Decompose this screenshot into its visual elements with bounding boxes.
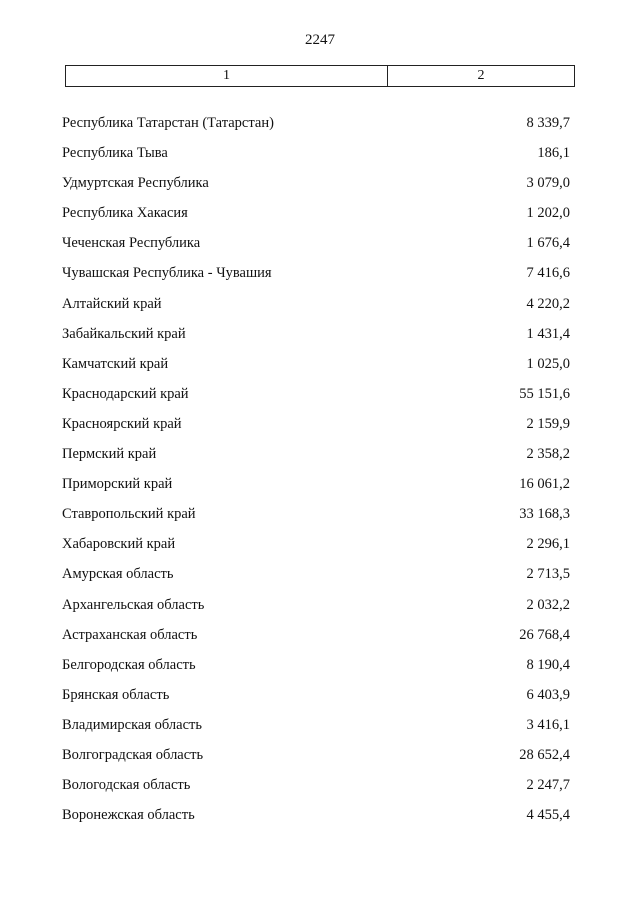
region-name: Ставропольский край [62,506,196,523]
column-header-2: 2 [477,68,485,83]
table-row [0,288,640,318]
region-name: Чеченская Республика [62,235,201,252]
table-row [0,318,640,348]
region-value: 2 296,1 [526,536,570,553]
table-row [0,739,640,769]
region-name: Амурская область [62,566,174,583]
table-row [0,589,640,619]
table-row [0,619,640,649]
table-row [0,498,640,528]
table-row [0,468,640,498]
table-row [0,137,640,167]
region-name: Красноярский край [62,415,182,432]
table-body [0,107,640,829]
region-name: Краснодарский край [62,385,189,402]
region-name: Архангельская область [62,596,205,613]
region-name: Республика Татарстан (Татарстан) [62,115,274,131]
region-name: Республика Хакасия [62,205,188,222]
region-value: 4 455,4 [526,807,570,824]
table-row [0,649,640,679]
region-name: Волгоградская область [62,746,204,763]
table-row [0,197,640,227]
region-name: Алтайский край [62,295,162,312]
region-value: 16 061,2 [519,476,570,493]
table-row [0,348,640,378]
region-value: 6 403,9 [526,686,570,703]
table-row [0,408,640,438]
region-value: 3 079,0 [526,175,570,192]
region-name: Воронежская область [62,807,195,824]
region-value: 1 676,4 [526,235,570,252]
region-value: 28 652,4 [519,746,570,763]
page-number: 2247 [305,32,335,48]
table-row [0,558,640,588]
region-value: 8 190,4 [526,656,570,673]
region-name: Белгородская область [62,656,196,673]
region-value: 3 416,1 [526,716,570,733]
region-name: Республика Тыва [62,145,168,162]
region-name: Брянская область [62,686,170,703]
region-name: Приморский край [62,476,173,493]
table-row [0,528,640,558]
region-name: Вологодская область [62,777,191,794]
region-name: Астраханская область [62,626,198,643]
region-name: Чувашская Республика - Чувашия [62,265,272,282]
region-value: 2 358,2 [526,446,570,463]
region-name: Хабаровский край [62,536,176,553]
region-value: 8 339,7 [526,115,570,131]
region-value: 2 032,2 [526,596,570,613]
table-row [0,257,640,287]
table-row [0,709,640,739]
region-value: 2 159,9 [526,415,570,432]
table-row [0,799,640,829]
region-value: 1 202,0 [526,205,570,222]
region-value: 26 768,4 [519,626,570,643]
region-value: 33 168,3 [519,506,570,523]
region-value: 1 431,4 [526,325,570,342]
region-value: 7 416,6 [526,265,570,282]
region-value: 186,1 [537,145,570,162]
table-row [0,167,640,197]
table-row [0,227,640,257]
region-name: Владимирская область [62,716,202,733]
region-value: 1 025,0 [526,355,570,372]
region-value: 2 713,5 [526,566,570,583]
table-row [0,438,640,468]
table-row [0,679,640,709]
region-name: Пермский край [62,446,157,463]
region-name: Камчатский край [62,355,169,372]
region-name: Удмуртская Республика [62,175,209,192]
table-header [65,65,575,87]
region-value: 55 151,6 [519,385,570,402]
region-value: 4 220,2 [526,295,570,312]
region-value: 2 247,7 [526,777,570,794]
table-row [0,378,640,408]
region-name: Забайкальский край [62,325,186,342]
table-row [0,769,640,799]
table-row [0,107,640,137]
column-header-1: 1 [66,66,388,86]
